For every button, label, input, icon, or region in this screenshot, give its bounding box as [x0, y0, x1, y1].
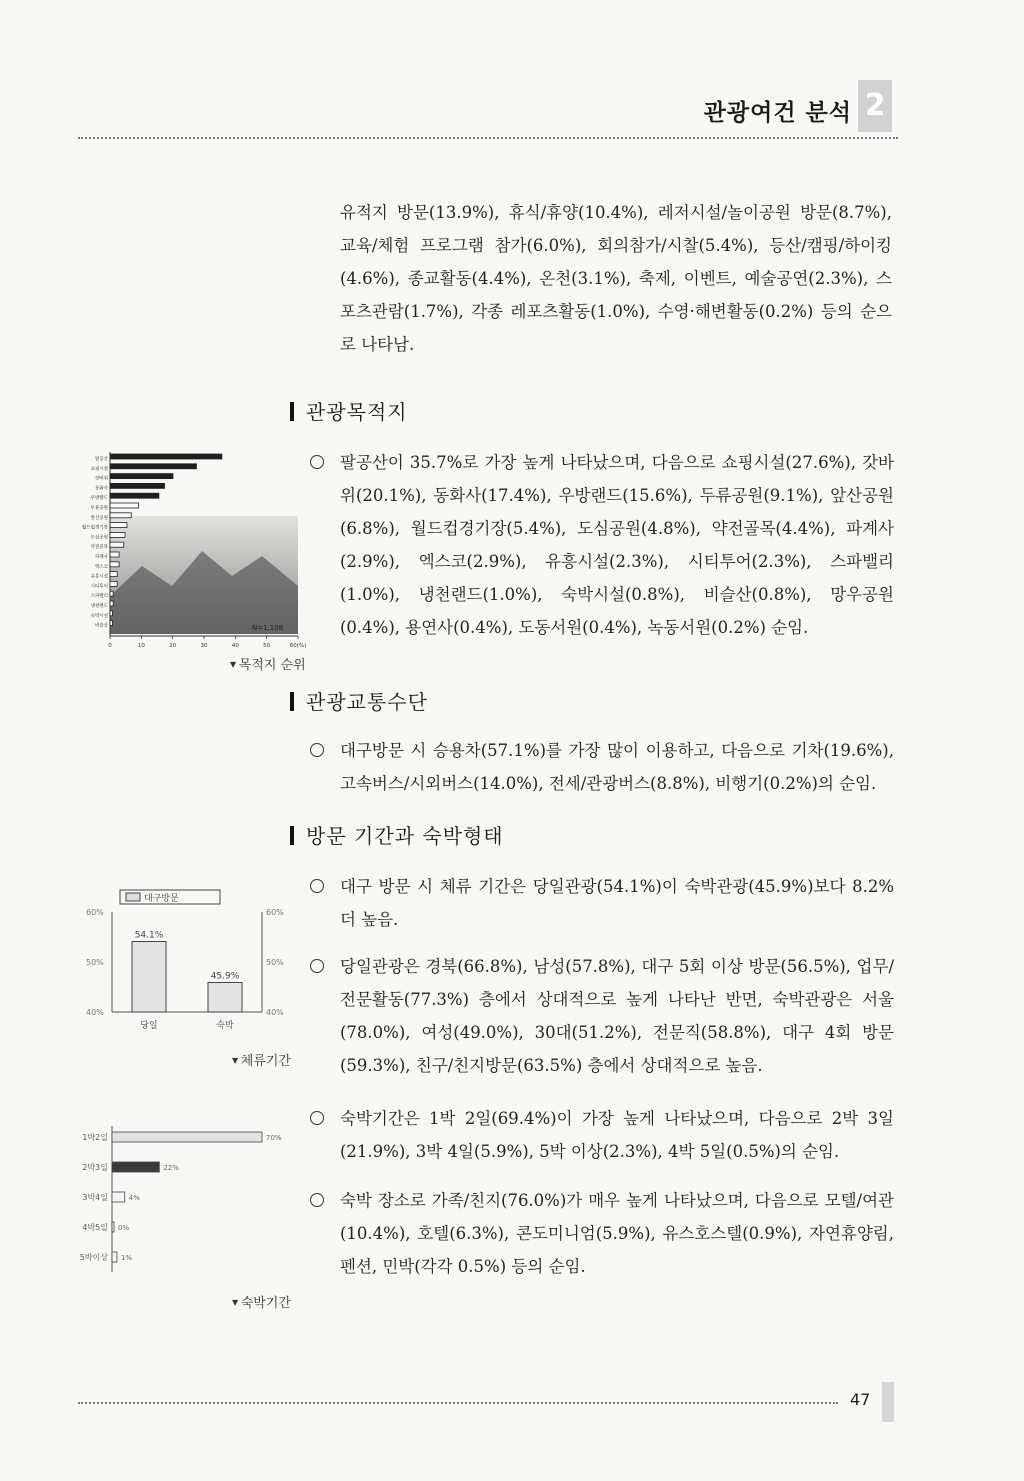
heading-text: 관광교통수단: [306, 690, 428, 714]
heading-text: 방문 기간과 숙박형태: [306, 824, 504, 848]
chapter-number-tab: 2: [858, 80, 892, 132]
category-label: 시티투어: [90, 584, 108, 590]
x-tick-label: 0: [108, 643, 112, 649]
category-label: 유흥시설: [90, 574, 108, 580]
bullet-text: 대구 방문 시 체류 기간은 당일관광(54.1%)이 숙박관광(45.9%)보다 8.2% 더 높음.: [340, 877, 894, 929]
category-label: 3박4일: [82, 1193, 108, 1202]
bullet-transport: [310, 734, 894, 800]
destination-bar: [110, 532, 125, 537]
bullet-stay-demographics: [310, 950, 894, 1082]
category-label: 팔공산: [94, 457, 108, 462]
destination-bar: [110, 542, 124, 547]
bullet-nights: [310, 1102, 894, 1168]
y-tick-label: 60%: [86, 908, 104, 917]
circle-bullet-icon: [310, 455, 324, 469]
category-label: 숙박시설: [90, 613, 108, 619]
footer-divider: [78, 1402, 838, 1404]
bullet-text: 팔공산이 35.7%로 가장 높게 나타났으며, 다음으로 쇼핑시설(27.6%), 갓바위(20.1%), 동화사(17.4%), 우방랜드(15.6%), 두류공원(9.1%), 앞산공원(6.8%), 월드컵경기장(5.4%), 도심공원(4.8%), 약전골목(4.4%), 파계사(2.9%), 엑스코(2.9%), 유흥시설(2.3%), 시티투어(2.3%), 스파밸리(1.0%), 냉천랜드(1.0%), 숙박시설(0.8%), 비슬산(0.8%), 망우공원(0.4%), 용연사(0.4%), 도동서원(0.4%), 녹동서원(0.2%) 순임.: [340, 453, 894, 637]
stay-bar: [132, 942, 166, 1013]
bar-value-label: 4%: [128, 1194, 140, 1202]
category-label: 도심공원: [90, 535, 108, 541]
legend-swatch: [126, 893, 140, 901]
destination-bar: [110, 552, 119, 557]
section-heading-transport: [290, 686, 428, 715]
nights-bar: [112, 1162, 159, 1172]
nights-bar: [112, 1132, 262, 1142]
stay-bar: [208, 983, 242, 1013]
category-label: 비슬산: [94, 623, 108, 629]
x-tick-label: 50: [263, 643, 271, 649]
y-tick-label-right: 60%: [266, 908, 284, 917]
destination-bar: [110, 601, 113, 606]
bullet-lodging: [310, 1184, 894, 1283]
x-tick-label: 40: [231, 643, 239, 649]
category-label: 스파밸리: [90, 594, 108, 600]
category-label: 당일: [140, 1021, 158, 1031]
y-tick-label-right: 50%: [266, 958, 284, 967]
y-tick-label: 40%: [86, 1008, 104, 1017]
bar-value-label: 54.1%: [134, 930, 164, 941]
destination-bar: [110, 562, 119, 567]
destination-bar: [110, 493, 159, 498]
circle-bullet-icon: [310, 879, 324, 893]
page-edge-tab: [882, 1382, 894, 1422]
header-divider: [78, 137, 898, 139]
circle-bullet-icon: [310, 1193, 324, 1207]
heading-bar: [290, 826, 294, 845]
bar-value-label: 22%: [163, 1164, 179, 1172]
legend-label: 대구방문: [144, 894, 179, 904]
category-label: 우방랜드: [90, 496, 108, 502]
heading-bar: [290, 692, 294, 711]
nights-chart: [79, 1122, 302, 1282]
destination-bar: [110, 621, 113, 626]
destination-bar: [110, 454, 222, 459]
destination-ranking-chart: [81, 446, 307, 656]
destination-bar: [110, 581, 117, 586]
destination-bar: [110, 513, 131, 518]
y-tick-label-right: 40%: [266, 1008, 284, 1017]
heading-text: 관광목적지: [306, 400, 408, 424]
destination-bar: [110, 591, 113, 596]
category-label: 월드컵경기장: [81, 525, 108, 531]
category-label: 숙박: [216, 1021, 234, 1031]
nights-chart-caption: ▼ 숙박기간: [232, 1292, 291, 1311]
destination-bar: [110, 523, 127, 528]
bullet-destination: [310, 446, 894, 644]
category-label: 두류공원: [90, 506, 108, 511]
sample-size-note: N=1,108: [252, 624, 284, 632]
x-tick-label: 20: [169, 643, 177, 649]
heading-bar: [290, 402, 294, 421]
nights-bar: [112, 1192, 125, 1202]
nights-bar: [112, 1252, 117, 1262]
bar-value-label: 0%: [118, 1224, 130, 1232]
destination-bar: [110, 611, 113, 616]
x-tick-label: 10: [137, 643, 145, 649]
category-label: 냉천랜드: [90, 604, 108, 609]
destination-chart-caption: ▼ 목적지 순위: [230, 654, 306, 673]
bar-value-label: 70%: [266, 1134, 282, 1142]
destination-bar: [110, 572, 117, 577]
bar-value-label: 1%: [120, 1254, 133, 1262]
stay-chart-caption: ▼ 체류기간: [232, 1050, 291, 1069]
intro-paragraph: 유적지 방문(13.9%), 휴식/휴양(10.4%), 레저시설/놀이공원 방문(8.7%), 교육/체험 프로그램 참가(6.0%), 회의참가/시찰(5.4%), 등산/캠핑/하이킹(4.6%), 종교활동(4.4%), 온천(3.1%), 축제, 이벤트, 예술공연(2.3%), 스포츠관람(1.7%), 각종 레포츠활동(1.0%), 수영·해변활동(0.2%) 등의 순으로 나타남.: [340, 203, 892, 354]
circle-bullet-icon: [310, 959, 324, 973]
bullet-stay-duration: [310, 870, 894, 936]
category-label: 파계사: [94, 555, 108, 560]
category-label: 4박5일: [82, 1223, 108, 1232]
stay-duration-chart: [82, 882, 302, 1034]
category-label: 동화사: [94, 486, 108, 492]
destination-bar: [110, 503, 139, 508]
x-tick-label: 60(%): [289, 643, 307, 649]
bullet-text: 숙박기간은 1박 2일(69.4%)이 가장 높게 나타났으며, 다음으로 2박 3일(21.9%), 3박 4일(5.9%), 5박 이상(2.3%), 4박 5일(0.5%)의 순임.: [340, 1109, 894, 1161]
nights-bar: [112, 1222, 114, 1232]
category-label: 갓바위: [94, 476, 108, 482]
circle-bullet-icon: [310, 1111, 324, 1125]
chapter-title: 관광여건 분석: [703, 100, 852, 126]
bullet-text: 숙박 장소로 가족/친지(76.0%)가 매우 높게 나타났으며, 다음으로 모텔/여관(10.4%), 호텔(6.3%), 콘도미니엄(5.9%), 유스호스텔(0.9%), 자연휴양림, 펜션, 민박(각각 0.5%) 등의 순임.: [340, 1191, 894, 1276]
bullet-text: 대구방문 시 승용차(57.1%)를 가장 많이 이용하고, 다음으로 기차(19.6%), 고속버스/시외버스(14.0%), 전세/관광버스(8.8%), 비행기(0.2%)의 순임.: [340, 741, 894, 793]
destination-bar: [110, 464, 196, 469]
y-tick-label: 50%: [86, 958, 104, 967]
page-number: 47: [850, 1390, 871, 1409]
destination-bar: [110, 474, 173, 479]
category-label: 엑스코: [94, 564, 108, 570]
category-label: 1박2일: [82, 1133, 108, 1142]
category-label: 약전골목: [90, 545, 108, 551]
category-label: 쇼핑시설: [90, 466, 108, 472]
category-label: 5박이상: [79, 1253, 108, 1262]
destination-bar: [110, 483, 165, 488]
bar-value-label: 45.9%: [210, 971, 240, 982]
category-label: 2박3일: [82, 1163, 108, 1172]
section-heading-stay: [290, 820, 504, 849]
category-label: 앞산공원: [90, 515, 108, 521]
circle-bullet-icon: [310, 743, 324, 757]
section-heading-destination: [290, 396, 408, 425]
x-tick-label: 30: [200, 643, 208, 649]
bullet-text: 당일관광은 경북(66.8%), 남성(57.8%), 대구 5회 이상 방문(56.5%), 업무/전문활동(77.3%) 층에서 상대적으로 높게 나타난 반면, 숙박관광은 서울(78.0%), 여성(49.0%), 30대(51.2%), 전문직(58.8%), 대구 4회 방문(59.3%), 친구/친지방문(63.5%) 층에서 상대적으로 높음.: [340, 957, 894, 1075]
